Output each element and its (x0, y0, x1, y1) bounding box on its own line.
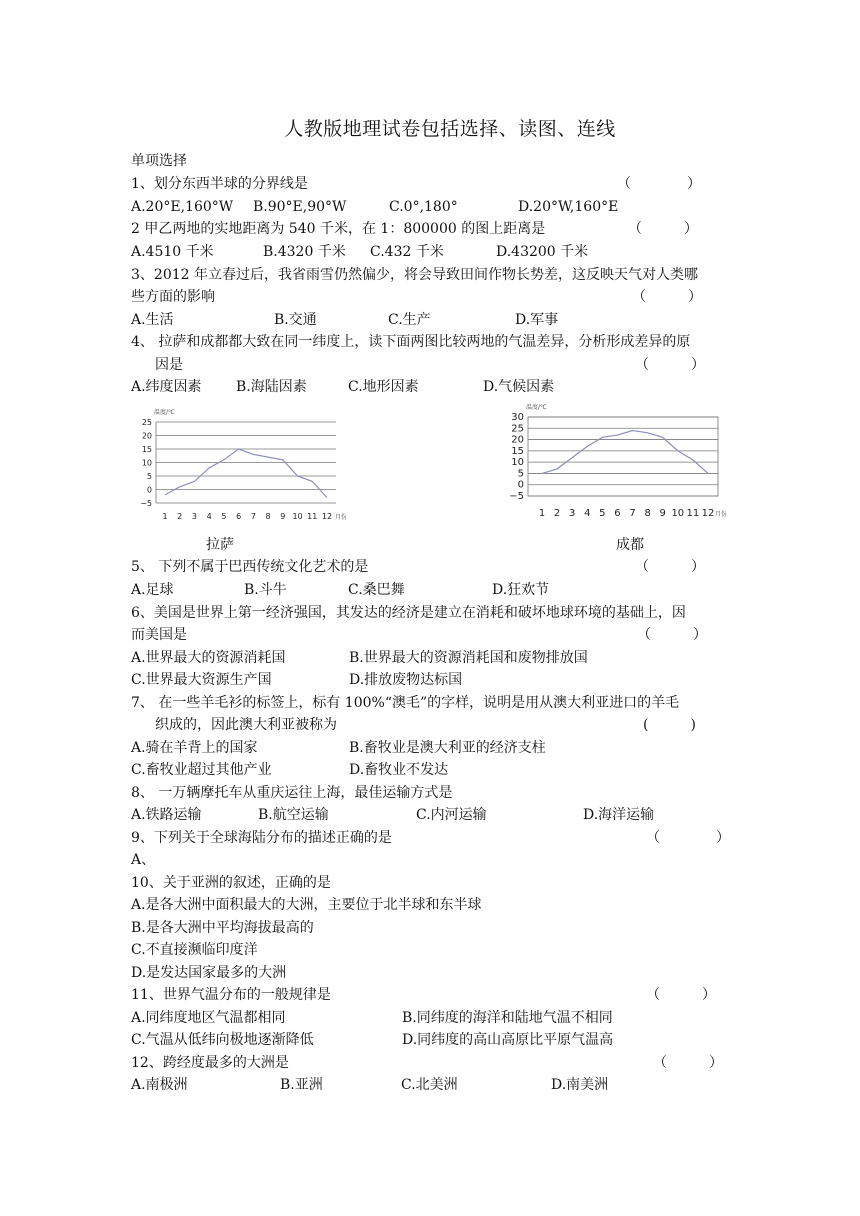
option-c: C.432 千米 (370, 244, 444, 260)
answer-blank: ( ) (643, 717, 696, 733)
answer-blank: （ ） (632, 289, 702, 305)
temperature-line (542, 431, 708, 474)
option-d: D.海洋运输 (583, 807, 655, 823)
chengdu-caption: 成都 (616, 537, 644, 553)
x-tick-label: 12 (321, 512, 333, 521)
option-c: C.桑巴舞 (348, 582, 405, 598)
page-title: 人教版地理试卷包括选择、读图、连线 (284, 118, 616, 140)
answer-blank: （ ） (646, 987, 716, 1003)
x-tick-label: 9 (659, 508, 666, 519)
x-axis-label: 月份 (335, 514, 346, 521)
option-c: C.不直接濒临印度洋 (131, 942, 258, 958)
x-tick-label: 4 (584, 508, 591, 519)
option-c: C.内河运输 (416, 807, 487, 823)
y-tick-label: 0 (517, 479, 524, 491)
option-a: A.是各大洲中面积最大的大洲，主要位于北半球和东半球 (131, 897, 482, 913)
lhasa-chart-svg (136, 404, 346, 524)
y-tick-label: 0 (146, 485, 152, 495)
option-d: D.是发达国家最多的大洲 (131, 965, 287, 981)
question-3-stem-cont: 些方面的影响 (131, 289, 215, 305)
option-b: B.4320 千米 (263, 244, 346, 260)
question-2-stem: 2 甲乙两地的实地距离为 540 千米，在 1：800000 的图上距离是 (131, 221, 546, 237)
x-tick-label: 2 (177, 512, 183, 521)
option-a: A.生活 (131, 312, 174, 328)
x-tick-label: 4 (206, 512, 212, 521)
x-tick-label: 3 (568, 508, 576, 519)
y-axis-label: 温度/℃ (154, 409, 175, 416)
question-1-stem: 1、划分东西半球的分界线是 (131, 176, 308, 192)
x-tick-label: 10 (671, 508, 685, 519)
answer-blank: （ ） (653, 1055, 723, 1071)
section-heading: 单项选择 (131, 153, 187, 169)
option-a: A.世界最大的资源消耗国 (131, 650, 286, 666)
y-tick-label: 10 (511, 457, 524, 469)
option-c: C.北美洲 (401, 1077, 458, 1093)
option-a: A.南极洲 (131, 1077, 188, 1093)
option-d: D.南美洲 (551, 1077, 609, 1093)
option-a: A.4510 千米 (131, 244, 214, 260)
y-tick-label: 15 (511, 445, 524, 457)
y-tick-label: 5 (146, 472, 152, 481)
option-b: B.航空运输 (258, 807, 329, 823)
lhasa-temperature-chart (136, 404, 346, 524)
x-tick-label: 6 (236, 512, 242, 521)
question-10-stem: 10、关于亚洲的叙述，正确的是 (131, 875, 331, 891)
option-c: C.世界最大资源生产国 (131, 672, 272, 688)
y-axis-label: 温度/℃ (526, 404, 547, 411)
answer-blank: （ ） (617, 176, 701, 192)
y-tick-label: 5 (517, 468, 524, 480)
option-a: A.同纬度地区气温都相同 (131, 1010, 286, 1026)
x-tick-label: 1 (162, 512, 168, 521)
option-b: B.同纬度的海洋和陆地气温不相同 (402, 1010, 613, 1026)
question-11-stem: 11、世界气温分布的一般规律是 (131, 987, 331, 1003)
question-4-stem: 4、 拉萨和成都都大致在同一纬度上，读下面两图比较两地的气温差异，分析形成差异的原 (131, 334, 691, 350)
y-tick-label: −5 (509, 491, 524, 502)
y-tick-label: 25 (511, 423, 524, 435)
option-b: B.畜牧业是澳大利亚的经济支柱 (349, 740, 546, 756)
question-4-stem-cont: 因是 (155, 357, 183, 373)
chengdu-chart-svg (506, 403, 726, 523)
answer-blank: （ ） (646, 830, 730, 846)
question-9-answer: A、 (131, 852, 156, 868)
y-tick-label: 20 (511, 434, 524, 446)
x-tick-label: 11 (686, 508, 700, 519)
x-tick-label: 5 (599, 508, 606, 519)
question-7-stem-cont: 织成的，因此澳大利亚被称为 (155, 717, 337, 733)
x-tick-label: 5 (221, 512, 227, 521)
option-c: C.气温从低纬向极地逐渐降低 (131, 1032, 314, 1048)
option-a: A.20°E,160°W (131, 199, 234, 215)
option-a: A.纬度因素 (131, 379, 202, 395)
option-b: B.亚洲 (280, 1077, 323, 1093)
option-c: C.地形因素 (348, 379, 419, 395)
question-9-stem: 9、下列关于全球海陆分布的描述正确的是 (131, 830, 392, 846)
option-b: B.斗牛 (244, 582, 287, 598)
option-a: A.铁路运输 (131, 807, 202, 823)
y-tick-label: 30 (511, 412, 524, 423)
x-tick-label: 7 (250, 512, 256, 521)
option-b: B.90°E,90°W (253, 199, 347, 215)
option-b: B.是各大洲中平均海拔最高的 (131, 920, 314, 936)
option-a: A.足球 (131, 582, 174, 598)
lhasa-caption: 拉萨 (206, 537, 234, 553)
x-tick-label: 10 (292, 512, 303, 521)
x-tick-label: 1 (538, 508, 546, 519)
option-c: C.生产 (388, 312, 431, 328)
option-d: D.43200 千米 (496, 244, 589, 260)
x-tick-label: 6 (614, 508, 621, 519)
answer-blank: （ ） (635, 559, 705, 575)
question-12-stem: 12、跨经度最多的大洲是 (131, 1055, 289, 1071)
option-d: D.畜牧业不发达 (349, 762, 449, 778)
question-3-stem: 3、2012 年立春过后，我省雨雪仍然偏少，将会导致田间作物长势差，这反映天气对人类哪 (131, 267, 698, 283)
option-c: C.畜牧业超过其他产业 (131, 762, 272, 778)
x-tick-label: 7 (629, 508, 636, 519)
x-axis-label: 月份 (715, 511, 726, 518)
option-d: D.排放废物达标国 (349, 672, 463, 688)
answer-blank: （ ） (628, 221, 698, 237)
x-tick-label: 12 (701, 508, 715, 519)
option-d: D.军事 (515, 312, 559, 328)
y-tick-label: 25 (141, 418, 152, 427)
option-b: B.世界最大的资源消耗国和废物排放国 (349, 650, 588, 666)
question-8-stem: 8、 一万辆摩托车从重庆运往上海，最佳运输方式是 (131, 785, 453, 801)
option-d: D.气候因素 (483, 379, 555, 395)
answer-blank: （ ） (635, 357, 705, 373)
x-tick-label: 2 (553, 508, 561, 519)
option-d: D.20°W,160°E (518, 199, 619, 215)
x-tick-label: 11 (307, 512, 318, 521)
option-b: B.交通 (274, 312, 317, 328)
question-6-stem: 6、美国是世界上第一经济强国，其发达的经济是建立在消耗和破坏地球环境的基础上，因 (131, 605, 686, 621)
x-tick-label: 8 (265, 512, 271, 521)
option-d: D.同纬度的高山高原比平原气温高 (402, 1032, 614, 1048)
plot-frame (528, 417, 718, 496)
x-tick-label: 9 (280, 512, 286, 521)
option-d: D.狂欢节 (492, 582, 550, 598)
chengdu-temperature-chart (506, 403, 726, 523)
question-6-stem-cont: 而美国是 (131, 627, 187, 643)
x-tick-label: 3 (191, 512, 198, 521)
option-b: B.海陆因素 (236, 379, 307, 395)
x-tick-label: 8 (644, 508, 651, 519)
answer-blank: （ ） (637, 627, 707, 643)
option-c: C.0°,180° (389, 199, 458, 215)
y-tick-label: 10 (141, 458, 152, 468)
option-a: A.骑在羊背上的国家 (131, 740, 258, 756)
question-5-stem: 5、 下列不属于巴西传统文化艺术的是 (131, 559, 369, 575)
y-tick-label: 15 (141, 445, 152, 454)
temperature-line (165, 449, 327, 498)
y-tick-label: −5 (140, 499, 152, 508)
y-tick-label: 20 (141, 431, 152, 441)
question-7-stem: 7、 在一些羊毛衫的标签上，标有 100%“澳毛”的字样，说明是用从澳大利亚进口的羊毛 (131, 695, 680, 711)
